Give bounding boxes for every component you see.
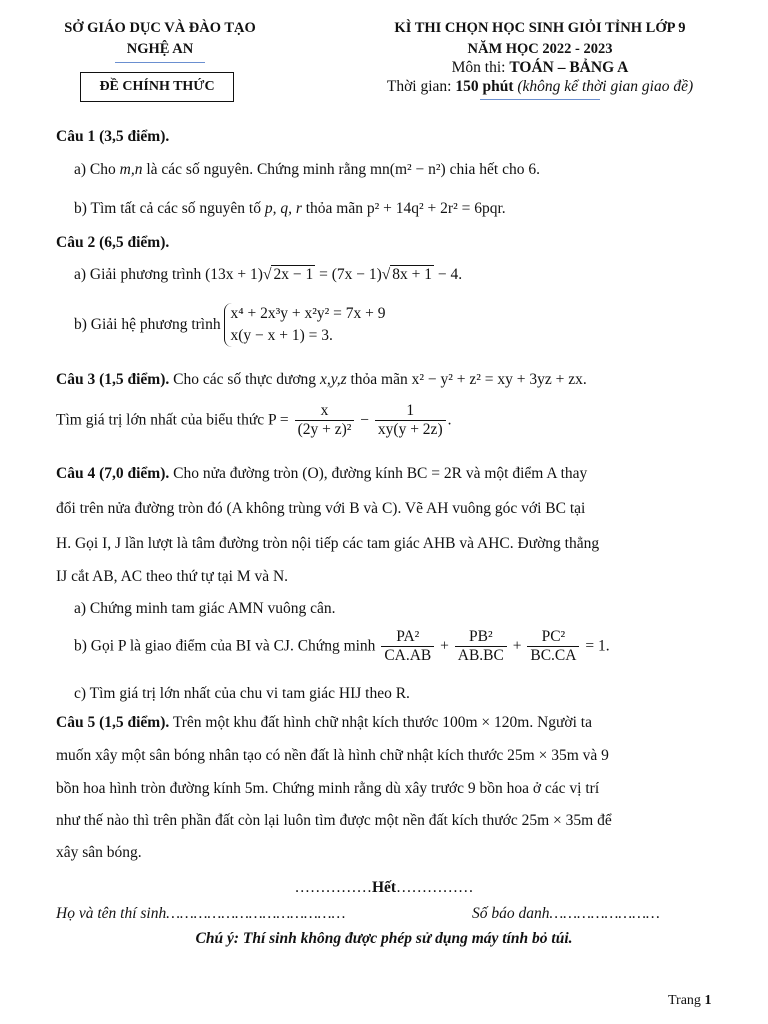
q2b-system — [224, 303, 385, 347]
q3-final-dot: . — [447, 411, 452, 429]
q4b-pre: b) Gọi P là giao điểm của BI và CJ. Chứng minh — [74, 637, 380, 655]
subject-line — [340, 59, 740, 77]
department-name: SỞ GIÁO DỤC VÀ ĐÀO TẠO — [64, 20, 256, 36]
q2-title: Câu 2 (6,5 điểm). — [56, 234, 170, 251]
q3-condition: x² − y² + z² = xy + 3yz + zx — [411, 371, 583, 388]
q4-line3: H. Gọi I, J lần lượt là tâm đường tròn nội tiếp các tam giác AHB và AHC. Đường thẳng — [56, 535, 600, 552]
q5-line3: bồn hoa hình tròn đường kính 5m. Chứng minh rằng dù xây trước 9 bồn hoa ở các vị trí — [56, 780, 600, 797]
official-exam-label: ĐỀ CHÍNH THỨC — [99, 79, 215, 94]
q1a-mid: là các số nguyên. Chứng minh rằng — [142, 161, 370, 178]
q1a-expr: mn(m² − n²) — [369, 161, 446, 178]
sqrt-icon: √ — [262, 266, 272, 283]
q3-line2 — [56, 402, 451, 439]
time-prefix: Thời gian: — [386, 78, 456, 95]
page-num: 1 — [704, 993, 712, 1008]
official-exam-box — [80, 72, 234, 102]
q3-text: Cho các số thực dương — [169, 371, 320, 388]
q4b-f1-den: CA.AB — [384, 647, 432, 664]
q4b-fraction-1 — [381, 628, 434, 665]
q2b-pre: b) Giải hệ phương trình — [74, 316, 225, 333]
q4b-f2-den: AB.BC — [457, 647, 504, 664]
time-value: 150 phút — [455, 78, 514, 95]
page-prefix: Trang — [668, 993, 705, 1008]
q4b-end: = 1. — [581, 637, 610, 655]
q2-part-b — [74, 303, 386, 347]
q2a-radicand-1: 2x − 1 — [273, 266, 314, 283]
header-right-underline — [480, 99, 600, 100]
q2a-e2: = (7x − 1) — [315, 266, 382, 283]
q2a-e3: − 4. — [434, 266, 463, 283]
q4b-f3-den: BC.CA — [530, 647, 577, 664]
q4b-f2-num: PB² — [455, 628, 507, 647]
q4b-fraction-3 — [527, 628, 579, 665]
exam-title: KÌ THI CHỌN HỌC SINH GIỎI TỈNH LỚP 9 — [394, 20, 686, 36]
sqrt-icon: √ — [381, 266, 391, 283]
end-dots-right: …………… — [396, 879, 474, 896]
q5-l1: Trên một khu đất hình chữ nhật kích thước 100m × 120m. Người ta — [169, 714, 592, 731]
candidate-id-field: Số báo danh…………………… — [472, 905, 660, 922]
q4-part-a: a) Chứng minh tam giác AMN vuông cân. — [74, 600, 336, 617]
q1-title: Câu 1 (3,5 điểm). — [56, 128, 170, 145]
q1a-post: chia hết cho 6. — [445, 161, 540, 178]
end-word: Hết — [371, 879, 397, 896]
province-name: NGHỆ AN — [126, 41, 194, 57]
q5-line4: như thế nào thì trên phần đất còn lại luôn tìm được một nền đất kích thước 25m × 35m để — [56, 812, 612, 829]
q4b-fraction-2 — [455, 628, 507, 665]
subject-prefix: Môn thi: — [451, 59, 510, 76]
q1b-mid: thỏa mãn — [301, 200, 367, 217]
q4-part-b — [74, 628, 610, 665]
q3-title: Câu 3 (1,5 điểm). — [56, 371, 170, 388]
q3-line1 — [56, 371, 587, 389]
q2a-e1: (13x + 1) — [205, 266, 263, 283]
q1-part-b — [74, 200, 506, 218]
calculator-note: Chú ý: Thí sinh không được phép sử dụng máy tính bỏ túi. — [195, 930, 573, 947]
q3-p-lhs: P = — [268, 411, 293, 429]
school-year: NĂM HỌC 2022 - 2023 — [467, 41, 613, 57]
candidate-name-field: Họ và tên thí sinh………………………………… — [56, 905, 346, 922]
q2b-eq1: x⁴ + 2x³y + x²y² = 7x + 9 — [230, 305, 386, 322]
time-note: (không kể thời gian giao đề) — [517, 78, 694, 95]
q4b-f1-num: PA² — [381, 628, 434, 647]
q3-f1-num: x — [295, 402, 355, 421]
q1-part-a — [74, 161, 540, 179]
q4-line1 — [56, 465, 587, 483]
end-marker — [0, 879, 768, 897]
q2-part-a — [74, 266, 462, 284]
q4-title: Câu 4 (7,0 điểm). — [56, 465, 170, 482]
q4-line2: đổi trên nửa đường tròn đó (A không trùng với B và C). Vẽ AH vuông góc với BC tại — [56, 500, 586, 517]
end-dots-left: …………… — [294, 879, 372, 896]
q4b-plus-1: + — [436, 637, 453, 655]
q3-fraction-1 — [295, 402, 355, 439]
page-number — [668, 993, 711, 1009]
q3-f2-num: 1 — [375, 402, 446, 421]
q3-line2-pre: Tìm giá trị lớn nhất của biểu thức — [56, 411, 269, 429]
q3-vars: x,y,z — [319, 371, 347, 388]
q5-line1 — [56, 714, 592, 732]
q2a-pre: a) Giải phương trình — [74, 266, 206, 283]
q4-part-c: c) Tìm giá trị lớn nhất của chu vi tam giác HIJ theo R. — [74, 685, 410, 702]
q3-fraction-2 — [375, 402, 446, 439]
q4-line4: IJ cắt AB, AC theo thứ tự tại M và N. — [56, 568, 289, 585]
q4-p1: Cho nửa đường tròn (O), đường kính BC = 2R và một điểm A thay — [169, 465, 588, 482]
q3-end: . — [582, 371, 587, 388]
q1a-vars: m,n — [119, 161, 143, 178]
q2b-eq2: x(y − x + 1) = 3. — [230, 327, 333, 344]
q1b-expr: p² + 14q² + 2r² = 6pqr. — [366, 200, 506, 217]
q5-line2: muốn xây một sân bóng nhân tạo có nền đất là hình chữ nhật kích thước 25m × 35m và 9 — [56, 747, 609, 764]
q5-title: Câu 5 (1,5 điểm). — [56, 714, 170, 731]
q5-line5: xây sân bóng. — [56, 844, 142, 861]
q3-f1-den: (2y + z)² — [297, 421, 352, 438]
q3-minus: − — [356, 411, 373, 429]
q1a-pre: a) Cho — [74, 161, 120, 178]
q1b-vars: p, q, r — [264, 200, 302, 217]
time-line — [340, 78, 740, 96]
q1b-pre: b) Tìm tất cả các số nguyên tố — [74, 200, 265, 217]
q3-f2-den: xy(y + 2z) — [377, 421, 443, 438]
q4b-f3-num: PC² — [527, 628, 579, 647]
province-underline — [115, 62, 205, 63]
subject-name: TOÁN – BẢNG A — [509, 59, 629, 76]
q2a-radicand-2: 8x + 1 — [392, 266, 433, 283]
q3-mid: thỏa mãn — [346, 371, 412, 388]
q4b-plus-2: + — [508, 637, 526, 655]
